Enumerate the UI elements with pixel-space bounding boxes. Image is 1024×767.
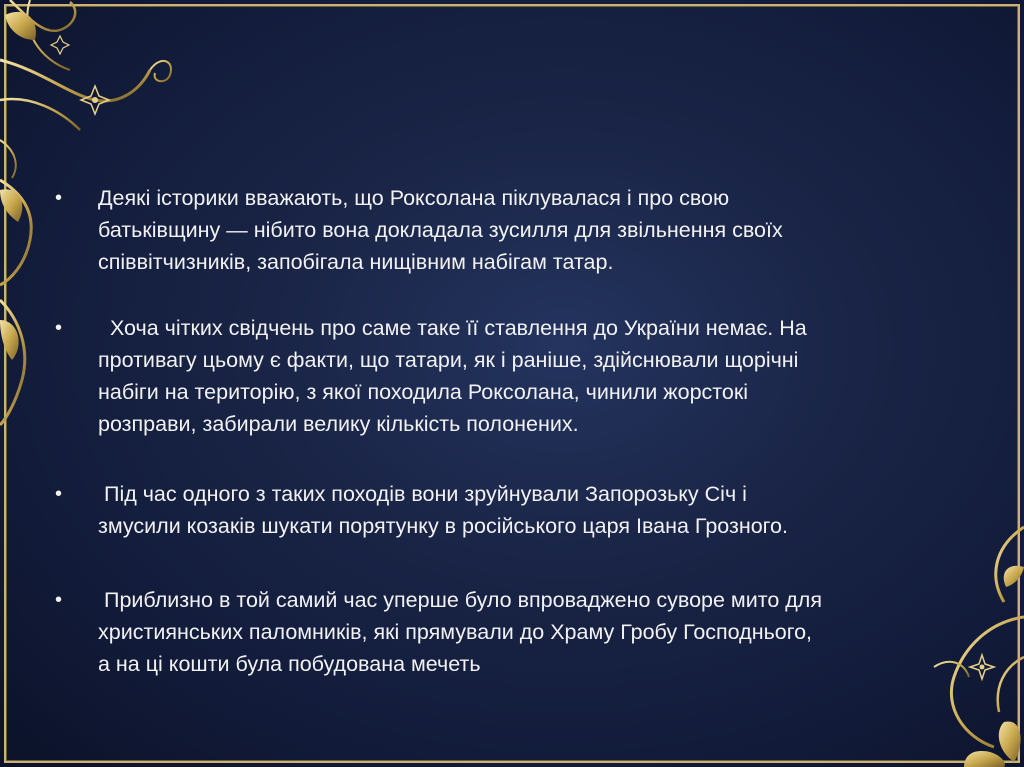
bullet-text-3: Під час одного з таких походів вони зруйнували Запорозьку Січ і змусили козаків шукати порятунку в російського царя Івана Грозного. xyxy=(98,482,788,538)
bullet-text-2: Хоча чітких свідчень про саме таке її ставлення до України немає. На противагу цьому є факти, що татари, як і раніше, здійснювали щорічні набіги на територію, з якої походила Роксолана, чинили жорстокі розправи, забирали велику кількість полонених. xyxy=(98,316,807,436)
bullet-text-4: Приблизно в той самий час уперше було впроваджено суворе мито для християнських паломників, які прямували до Храму Гробу Господнього, а на ці кошти була побудована мечеть xyxy=(98,588,822,676)
bullet-marker: • xyxy=(55,317,63,339)
bullet-list xyxy=(55,182,975,714)
bullet-marker: • xyxy=(55,589,63,611)
bullet-item-2 xyxy=(55,312,975,440)
bullet-marker: • xyxy=(55,187,63,209)
bullet-item-1 xyxy=(55,182,975,278)
bullet-item-4 xyxy=(55,584,975,680)
bullet-marker: • xyxy=(55,483,63,505)
bullet-item-3 xyxy=(55,478,975,542)
bullet-text-1: Деякі історики вважають, що Роксолана піклувалася і про свою батьківщину — нібито вона докладала зусилля для звільнення своїх співвітчизників, запобігала нищівним набігам татар. xyxy=(98,186,783,274)
